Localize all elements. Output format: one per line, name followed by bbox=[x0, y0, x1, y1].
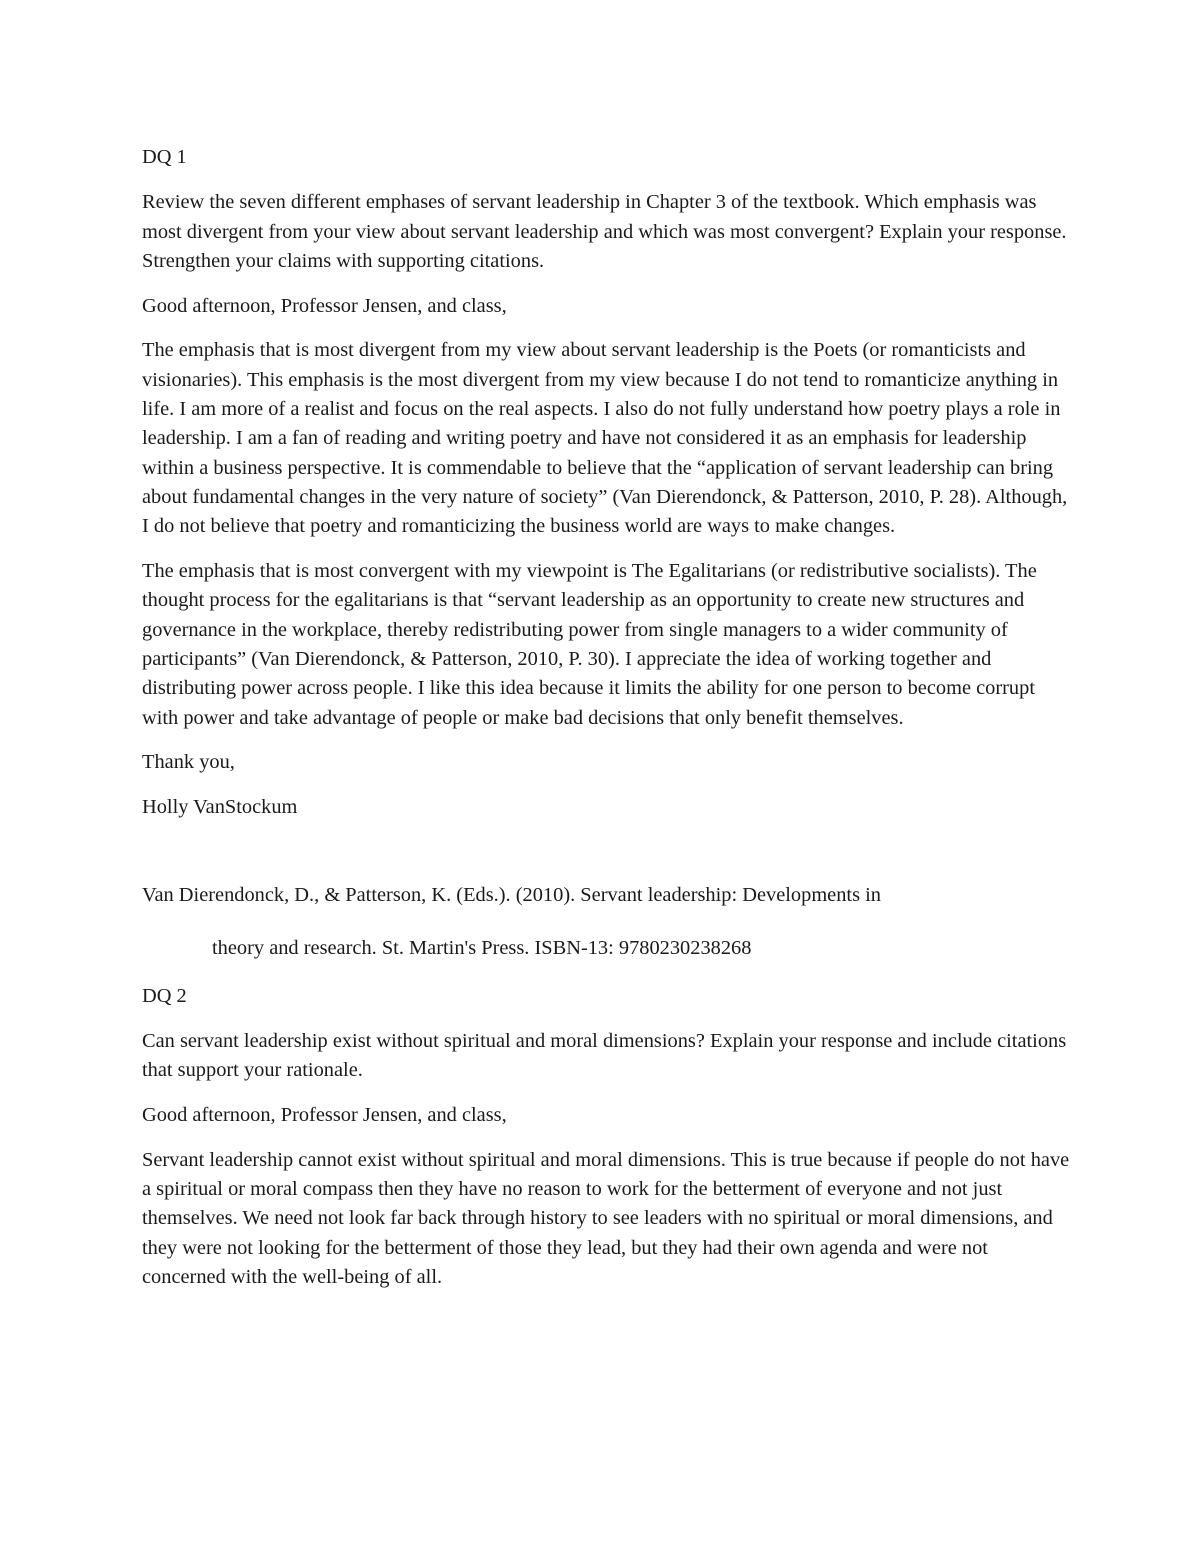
dq2-question: Can servant leadership exist without spiritual and moral dimensions? Explain your response and include citations that support your rationale. bbox=[142, 1029, 1067, 1082]
reference-line-1: Van Dierendonck, D., & Patterson, K. (Eds.). (2010). Servant leadership: Developments in bbox=[142, 883, 881, 906]
dq1-reference bbox=[142, 881, 1070, 964]
dq1-paragraph-convergent: The emphasis that is most convergent with my viewpoint is The Egalitarians (or redistributive socialists). The thought process for the egalitarians is that “servant leadership as an opportunity to create new structures and governance in the workplace, thereby redistributing power from single managers to a wider community of participants” (Van Dierendonck, & Patterson, 2010, P. 30). I appreciate the idea of working together and distributing power across people. I like this idea because it limits the ability for one person to become corrupt with power and take advantage of people or make bad decisions that only benefit themselves. bbox=[142, 560, 1037, 729]
reference-line-2: theory and research. St. Martin's Press. ISBN-13: 9780230238268 bbox=[212, 937, 752, 960]
dq1-question: Review the seven different emphases of servant leadership in Chapter 3 of the textbook. Which emphasis was most divergent from your view about servant leadership and which was most convergent? Explain your response. Strengthen your claims with supporting citations. bbox=[142, 191, 1067, 272]
dq2-greeting: Good afternoon, Professor Jensen, and class, bbox=[142, 1103, 507, 1126]
dq2-paragraph: Servant leadership cannot exist without spiritual and moral dimensions. This is true because if people do not have a spiritual or moral compass then they have no reason to work for the betterment of everyone and not just themselves. We need not look far back through history to see leaders with no spiritual or moral dimensions, and they were not looking for the betterment of those they lead, but they had their own agenda and were not concerned with the well-being of all. bbox=[142, 1148, 1070, 1288]
spacer bbox=[142, 838, 1070, 881]
dq1-closing: Thank you, bbox=[142, 751, 235, 774]
dq1-paragraph-divergent: The emphasis that is most divergent from my view about servant leadership is the Poets (or romanticists and visionaries). This emphasis is the most divergent from my view because I do not tend to romanticize anything in life. I am more of a realist and focus on the real aspects. I also do not fully understand how poetry plays a role in leadership. I am a fan of reading and writing poetry and have not considered it as an emphasis for leadership within a business perspective. It is commendable to believe that the “application of servant leadership can bring about fundamental changes in the very nature of society” (Van Dierendonck, & Patterson, 2010, P. 28). Although, I do not believe that poetry and romanticizing the business world are ways to make changes. bbox=[142, 339, 1068, 538]
document-body bbox=[142, 143, 1070, 1308]
dq2-heading: DQ 2 bbox=[142, 984, 187, 1007]
dq1-heading: DQ 1 bbox=[142, 146, 187, 168]
spacer bbox=[142, 964, 1070, 982]
dq1-greeting: Good afternoon, Professor Jensen, and class, bbox=[142, 294, 507, 317]
dq1-signature: Holly VanStockum bbox=[142, 796, 298, 819]
